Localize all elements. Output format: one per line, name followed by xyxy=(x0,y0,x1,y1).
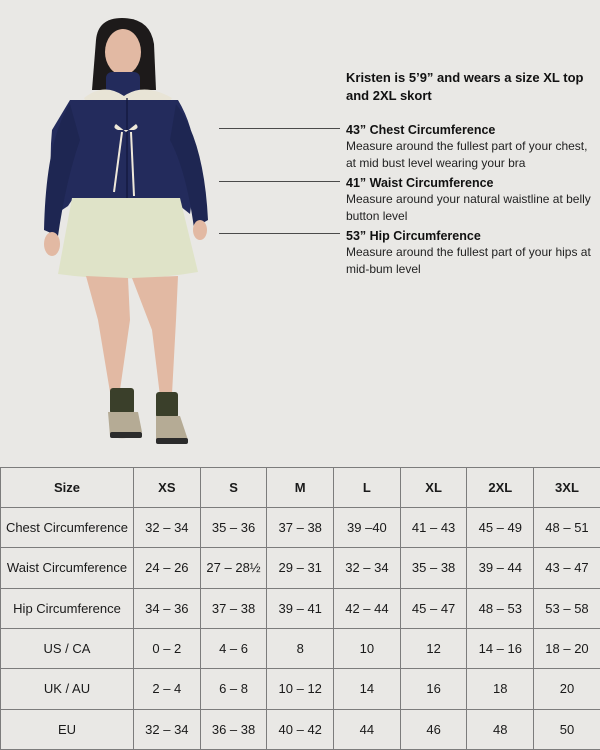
table-cell: 36 – 38 xyxy=(200,709,267,749)
table-row-us-ca xyxy=(1,628,600,668)
hip-measurement-title: 53” Hip Circumference xyxy=(346,229,481,243)
table-cell: 48 xyxy=(467,709,534,749)
row-label: UK / AU xyxy=(1,669,134,709)
table-cell: 53 – 58 xyxy=(534,588,600,628)
waist-measurement xyxy=(346,175,600,225)
table-cell: 48 – 53 xyxy=(467,588,534,628)
table-cell: 48 – 51 xyxy=(534,508,600,548)
table-cell: 0 – 2 xyxy=(134,628,201,668)
table-cell: 18 xyxy=(467,669,534,709)
table-cell: 50 xyxy=(534,709,600,749)
header-xs: XS xyxy=(134,468,201,508)
table-cell: 10 xyxy=(334,628,401,668)
row-label: Chest Circumference xyxy=(1,508,134,548)
table-cell: 45 – 49 xyxy=(467,508,534,548)
size-chart-table xyxy=(0,467,600,750)
table-cell: 41 – 43 xyxy=(400,508,467,548)
chest-measurement-desc: Measure around the fullest part of your chest, at mid bust level wearing your bra xyxy=(346,139,588,170)
table-cell: 34 – 36 xyxy=(134,588,201,628)
table-cell: 32 – 34 xyxy=(334,548,401,588)
chest-measurement-title: 43” Chest Circumference xyxy=(346,123,496,137)
header-2xl: 2XL xyxy=(467,468,534,508)
size-header-row xyxy=(1,468,600,508)
table-cell: 10 – 12 xyxy=(267,669,334,709)
table-cell: 35 – 38 xyxy=(400,548,467,588)
row-label: Hip Circumference xyxy=(1,588,134,628)
table-row-hip xyxy=(1,588,600,628)
table-cell: 45 – 47 xyxy=(400,588,467,628)
table-row-uk-au xyxy=(1,669,600,709)
header-l: L xyxy=(334,468,401,508)
table-cell: 16 xyxy=(400,669,467,709)
table-cell: 39 – 44 xyxy=(467,548,534,588)
table-cell: 8 xyxy=(267,628,334,668)
table-cell: 32 – 34 xyxy=(134,709,201,749)
waist-measurement-title: 41” Waist Circumference xyxy=(346,176,494,190)
table-cell: 46 xyxy=(400,709,467,749)
waist-measurement-desc: Measure around your natural waistline at belly button level xyxy=(346,192,591,223)
row-label: EU xyxy=(1,709,134,749)
table-cell: 27 – 28½ xyxy=(200,548,267,588)
table-cell: 24 – 26 xyxy=(134,548,201,588)
table-cell: 14 – 16 xyxy=(467,628,534,668)
table-cell: 35 – 36 xyxy=(200,508,267,548)
table-cell: 12 xyxy=(400,628,467,668)
table-cell: 37 – 38 xyxy=(200,588,267,628)
table-cell: 42 – 44 xyxy=(334,588,401,628)
table-cell: 29 – 31 xyxy=(267,548,334,588)
table-cell: 4 – 6 xyxy=(200,628,267,668)
row-label: Waist Circumference xyxy=(1,548,134,588)
chest-guide-line xyxy=(219,128,340,129)
waist-guide-line xyxy=(219,181,340,182)
table-cell: 6 – 8 xyxy=(200,669,267,709)
chest-measurement xyxy=(346,122,600,172)
header-size: Size xyxy=(1,468,134,508)
table-cell: 32 – 34 xyxy=(134,508,201,548)
table-row-eu xyxy=(1,709,600,749)
hip-measurement xyxy=(346,228,600,278)
table-cell: 39 – 41 xyxy=(267,588,334,628)
table-cell: 2 – 4 xyxy=(134,669,201,709)
table-cell: 40 – 42 xyxy=(267,709,334,749)
header-xl: XL xyxy=(400,468,467,508)
table-cell: 39 –40 xyxy=(334,508,401,548)
table-cell: 37 – 38 xyxy=(267,508,334,548)
model-size-note: Kristen is 5’9” and wears a size XL top and 2XL skort xyxy=(346,70,584,103)
table-cell: 18 – 20 xyxy=(534,628,600,668)
table-cell: 14 xyxy=(334,669,401,709)
row-label: US / CA xyxy=(1,628,134,668)
table-row-chest xyxy=(1,508,600,548)
table-cell: 20 xyxy=(534,669,600,709)
hip-measurement-desc: Measure around the fullest part of your hips at mid-bum level xyxy=(346,245,591,276)
header-3xl: 3XL xyxy=(534,468,600,508)
table-cell: 44 xyxy=(334,709,401,749)
header-m: M xyxy=(267,468,334,508)
header-s: S xyxy=(200,468,267,508)
table-row-waist xyxy=(1,548,600,588)
hip-guide-line xyxy=(219,233,340,234)
table-cell: 43 – 47 xyxy=(534,548,600,588)
